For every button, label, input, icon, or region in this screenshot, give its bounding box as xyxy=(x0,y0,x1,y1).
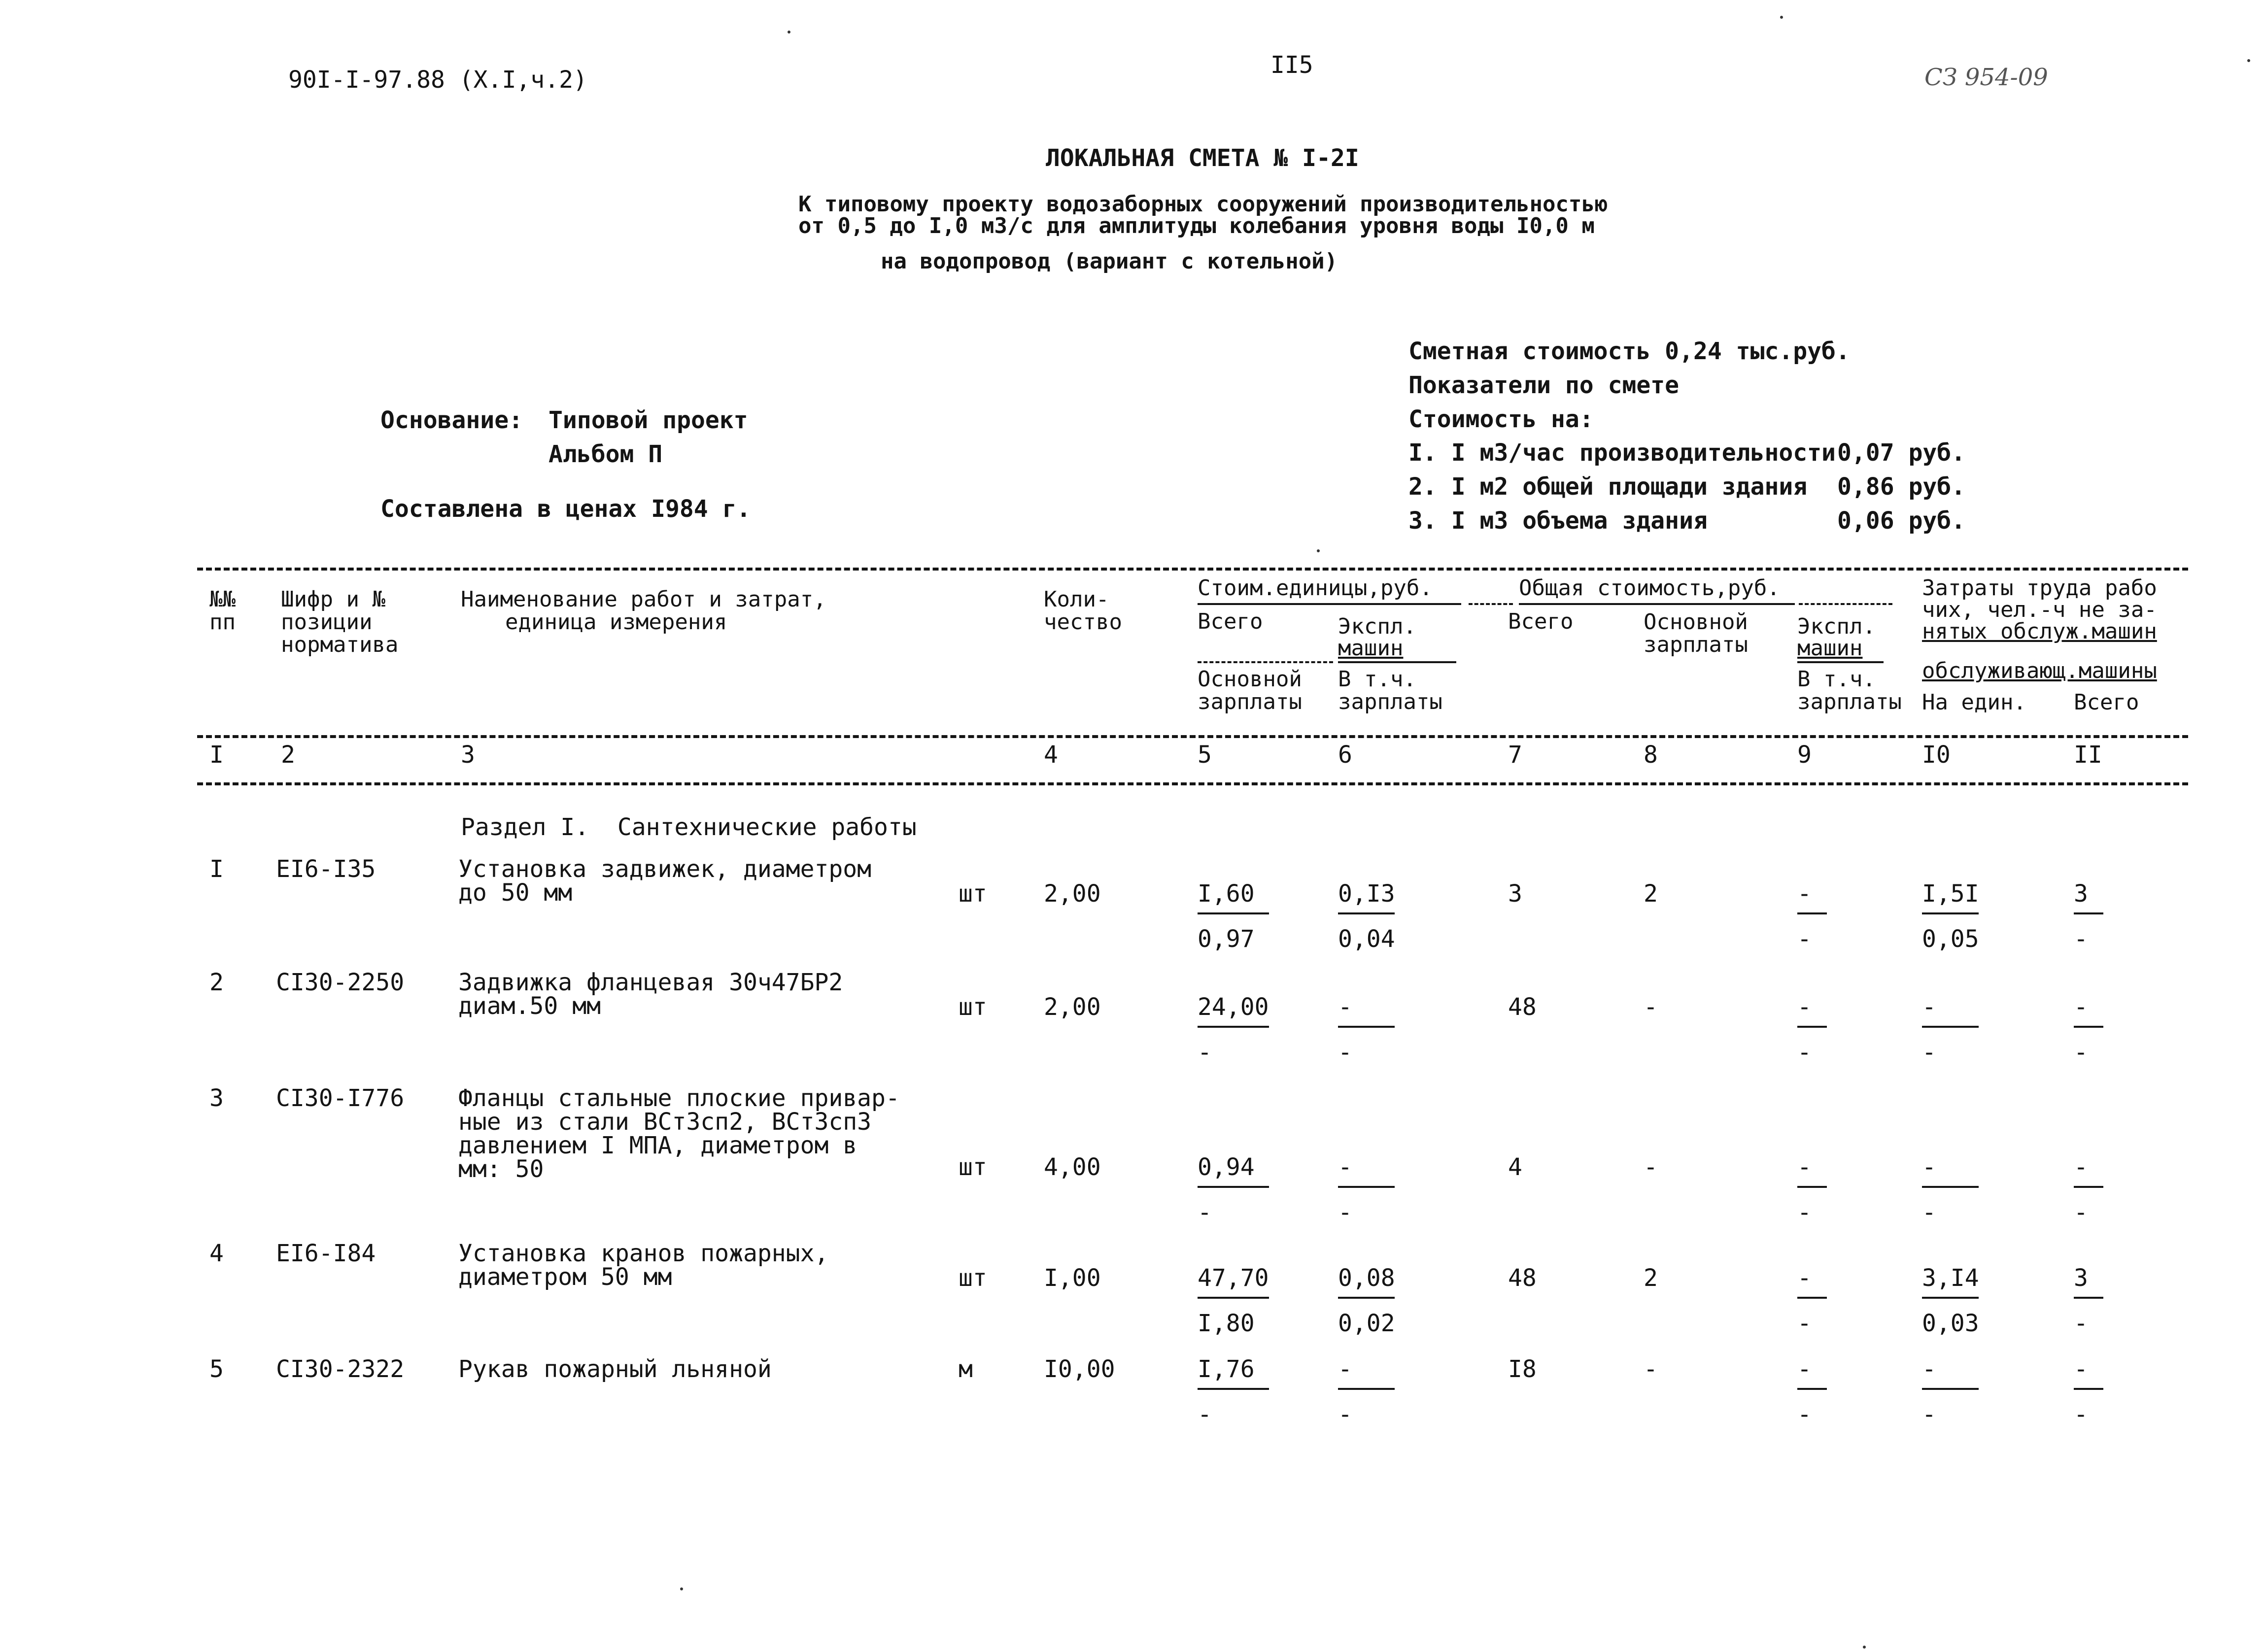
scan-speck xyxy=(2247,59,2250,62)
section-title: Раздел I. Сантехнические работы xyxy=(461,813,917,841)
labor-total-header: Всего xyxy=(2074,690,2139,715)
unit-cost-header: Стоим.единицы,руб. xyxy=(1198,575,1433,601)
row-code: CI30-I776 xyxy=(276,1084,405,1112)
labor-total-2: - xyxy=(2074,1199,2088,1226)
row-unit: шт xyxy=(959,1153,987,1181)
total-cost-expl-wage: - xyxy=(1797,925,1812,953)
labor-total-2: - xyxy=(2074,1310,2088,1337)
labor-per-unit-header: На един. xyxy=(1922,690,2026,715)
row-number: 2 xyxy=(209,969,224,996)
unit-cost-expl-divider xyxy=(1338,1388,1395,1390)
unit-cost-expl-wage: - xyxy=(1338,1039,1352,1066)
col-number-9: 9 xyxy=(1797,741,1812,769)
col-number-4: 4 xyxy=(1044,741,1058,769)
row-unit: шт xyxy=(959,1264,987,1292)
labor-per-unit-divider xyxy=(1922,1026,1979,1028)
indicators-label: Показатели по смете xyxy=(1408,371,1680,399)
col-name-header: Наименование работ и затрат, единица измерения xyxy=(461,587,826,635)
indicator-1-value: 0,07 руб. xyxy=(1837,439,1966,467)
total-cost-expl: - xyxy=(1797,1355,1812,1383)
indicator-2-value: 0,86 руб. xyxy=(1837,473,1966,501)
total-incl-wage-header: В т.ч. зарплаты xyxy=(1797,667,1902,714)
unit-cost-expl-divider xyxy=(1338,1297,1395,1299)
unit-cost-expl-wage: - xyxy=(1338,1401,1352,1428)
row-number: 5 xyxy=(209,1355,224,1383)
total-cost-header: Общая стоимость,руб. xyxy=(1519,575,1780,601)
col-number-11: II xyxy=(2074,741,2102,769)
unit-cost-total-divider xyxy=(1198,1297,1269,1299)
unit-cost-wage: - xyxy=(1198,1401,1212,1428)
row-code: CI30-2250 xyxy=(276,969,405,996)
row-quantity: 4,00 xyxy=(1044,1153,1101,1181)
cost-per-label: Стоимость на: xyxy=(1408,405,1594,433)
labor-per-unit-divider xyxy=(1922,912,1979,914)
estimate-heading: ЛОКАЛЬНАЯ СМЕТА № I-2I xyxy=(1046,144,1359,172)
indicator-3-value: 0,06 руб. xyxy=(1837,507,1966,535)
total-cost-total: I8 xyxy=(1508,1355,1537,1383)
unit-cost-total: 47,70 xyxy=(1198,1264,1269,1292)
labor-header: Затраты труда рабо чих, чел.-ч не за- нятых обслуж.машин xyxy=(1922,575,2157,644)
unit-total-header: Всего xyxy=(1198,609,1263,634)
prices-year: Составлена в ценах I984 г. xyxy=(380,495,751,523)
indicator-3-label: 3. I м3 объема здания xyxy=(1408,507,1708,535)
total-total-header: Всего xyxy=(1508,609,1574,634)
unit-cost-wage: 0,97 xyxy=(1198,925,1255,953)
labor-header-sub: обслуживающ.машины xyxy=(1922,658,2157,683)
row-quantity: 2,00 xyxy=(1044,880,1101,908)
unit-cost-wage: - xyxy=(1198,1039,1212,1066)
unit-cost-wage: I,80 xyxy=(1198,1310,1255,1337)
unit-cost-expl: - xyxy=(1338,1153,1352,1181)
unit-cost-expl: 0,I3 xyxy=(1338,880,1395,908)
labor-total-2: - xyxy=(2074,1401,2088,1428)
total-cost-expl-divider xyxy=(1797,912,1827,914)
labor-total-divider xyxy=(2074,1026,2103,1028)
total-basic-wage-header: Основной зарплаты xyxy=(1644,609,1748,657)
unit-cost-total: I,76 xyxy=(1198,1355,1255,1383)
row-code: EI6-I84 xyxy=(276,1240,376,1267)
unit-cost-total: I,60 xyxy=(1198,880,1255,908)
total-cost-expl-divider xyxy=(1797,1026,1827,1028)
total-cost-expl-wage: - xyxy=(1797,1310,1812,1337)
labor-total: - xyxy=(2074,1355,2088,1383)
total-cost-expl-divider xyxy=(1797,1297,1827,1299)
unit-cost-expl-divider xyxy=(1338,1186,1395,1188)
total-cost-expl-divider xyxy=(1797,1388,1827,1390)
col-number-7: 7 xyxy=(1508,741,1522,769)
labor-total: 3 xyxy=(2074,880,2088,908)
row-unit: шт xyxy=(959,880,987,908)
labor-total: - xyxy=(2074,993,2088,1021)
row-code: EI6-I35 xyxy=(276,855,376,883)
labor-total-divider xyxy=(2074,1297,2103,1299)
unit-expl-rule xyxy=(1338,661,1456,663)
row-name-line: Установка кранов пожарных, xyxy=(458,1240,829,1267)
estimated-cost: Сметная стоимость 0,24 тыс.руб. xyxy=(1408,337,1850,365)
labor-total-divider xyxy=(2074,1388,2103,1390)
labor-per-unit-divider xyxy=(1922,1388,1979,1390)
scan-speck xyxy=(680,1587,683,1590)
row-number: 4 xyxy=(209,1240,224,1267)
labor-total: - xyxy=(2074,1153,2088,1181)
labor-per-unit-divider xyxy=(1922,1186,1979,1188)
labor-per-unit: I,5I xyxy=(1922,880,1979,908)
labor-per-unit: - xyxy=(1922,993,1936,1021)
row-name-line: диаметром 50 мм xyxy=(458,1263,672,1291)
unit-basic-wage-header: Основной зарплаты xyxy=(1198,667,1302,714)
total-cost-total: 3 xyxy=(1508,880,1522,908)
total-cost-wage: - xyxy=(1644,993,1658,1021)
row-name-line: Установка задвижек, диаметром xyxy=(458,855,872,883)
labor-per-unit-divider xyxy=(1922,1297,1979,1299)
header-joint-dash xyxy=(1469,603,1513,605)
col-number-6: 6 xyxy=(1338,741,1352,769)
header-joint-dash-2 xyxy=(1799,603,1892,605)
archive-mark: СЗ 954-09 xyxy=(1924,64,2048,91)
labor-per-unit-2: - xyxy=(1922,1199,1936,1226)
unit-cost-total-divider xyxy=(1198,1186,1269,1188)
labor-total-divider xyxy=(2074,1186,2103,1188)
total-cost-expl: - xyxy=(1797,993,1812,1021)
col-number-8: 8 xyxy=(1644,741,1658,769)
col-number-10: I0 xyxy=(1922,741,1951,769)
unit-cost-expl-wage: 0,04 xyxy=(1338,925,1395,953)
row-name-line: давлением I МПА, диаметром в xyxy=(458,1132,858,1159)
unit-incl-wage-header: В т.ч. зарплаты xyxy=(1338,667,1442,714)
total-cost-wage: - xyxy=(1644,1355,1658,1383)
total-expl-header: Экспл. машин xyxy=(1797,614,1876,661)
total-cost-wage: - xyxy=(1644,1153,1658,1181)
header-mid-rule xyxy=(197,735,2188,738)
col-number-1: I xyxy=(209,741,224,769)
unit-cost-expl-divider xyxy=(1338,1026,1395,1028)
page-number: II5 xyxy=(1270,51,1313,79)
unit-cost-total: 0,94 xyxy=(1198,1153,1255,1181)
unit-cost-expl: - xyxy=(1338,993,1352,1021)
total-cost-total: 48 xyxy=(1508,1264,1537,1292)
scan-speck xyxy=(788,31,790,34)
total-expl-rule xyxy=(1797,661,1884,663)
unit-cost-total-divider xyxy=(1198,1026,1269,1028)
labor-total: 3 xyxy=(2074,1264,2088,1292)
row-name-line: Фланцы стальные плоские привар- xyxy=(458,1084,900,1112)
total-cost-expl: - xyxy=(1797,880,1812,908)
scan-speck xyxy=(1780,16,1783,19)
row-name-line: мм: 50 xyxy=(458,1155,544,1183)
unit-cost-total-divider xyxy=(1198,912,1269,914)
row-quantity: I0,00 xyxy=(1044,1355,1115,1383)
labor-per-unit: 3,I4 xyxy=(1922,1264,1979,1292)
labor-per-unit-2: - xyxy=(1922,1401,1936,1428)
unit-cost-total: 24,00 xyxy=(1198,993,1269,1021)
unit-cost-total-divider xyxy=(1198,1388,1269,1390)
total-cost-expl-wage: - xyxy=(1797,1401,1812,1428)
total-cost-total: 48 xyxy=(1508,993,1537,1021)
table-top-rule xyxy=(197,568,2188,571)
unit-sub-rule xyxy=(1198,661,1333,663)
labor-per-unit-2: - xyxy=(1922,1039,1936,1066)
row-number: I xyxy=(209,855,224,883)
labor-per-unit: - xyxy=(1922,1153,1936,1181)
basis-value-1: Типовой проект xyxy=(549,406,748,434)
title-line-1: К типовому проекту водозаборных сооружений производительностью xyxy=(798,192,1608,217)
total-cost-wage: 2 xyxy=(1644,1264,1658,1292)
col-qty-header: Коли- чество xyxy=(1044,587,1122,635)
scan-speck xyxy=(1863,1646,1866,1649)
row-name-line: Рукав пожарный льняной xyxy=(458,1355,772,1383)
total-cost-total: 4 xyxy=(1508,1153,1522,1181)
total-cost-expl-wage: - xyxy=(1797,1199,1812,1226)
title-line-2: от 0,5 до I,0 м3/с для амплитуды колебания уровня воды I0,0 м xyxy=(798,213,1595,238)
col-code-header: Шифр и № позиции норматива xyxy=(281,587,399,657)
total-cost-expl-wage: - xyxy=(1797,1039,1812,1066)
total-cost-wage: 2 xyxy=(1644,880,1658,908)
col-number-2: 2 xyxy=(281,741,295,769)
labor-per-unit-2: 0,03 xyxy=(1922,1310,1979,1337)
basis-value-2: Альбом П xyxy=(549,440,663,468)
row-quantity: I,00 xyxy=(1044,1264,1101,1292)
labor-per-unit-2: 0,05 xyxy=(1922,925,1979,953)
indicator-1-label: I. I м3/час производительности xyxy=(1408,439,1836,467)
document-code: 90I-I-97.88 (X.I,ч.2) xyxy=(288,66,587,94)
labor-total-2: - xyxy=(2074,925,2088,953)
total-cost-expl: - xyxy=(1797,1264,1812,1292)
total-cost-expl-divider xyxy=(1797,1186,1827,1188)
unit-cost-expl: 0,08 xyxy=(1338,1264,1395,1292)
row-unit: м xyxy=(959,1355,973,1383)
basis-label: Основание: xyxy=(380,406,523,434)
unit-cost-underline xyxy=(1198,603,1461,605)
row-name-line: диам.50 мм xyxy=(458,992,601,1020)
row-code: CI30-2322 xyxy=(276,1355,405,1383)
row-unit: шт xyxy=(959,993,987,1021)
total-cost-underline xyxy=(1519,603,1795,605)
labor-per-unit: - xyxy=(1922,1355,1936,1383)
unit-cost-expl-wage: 0,02 xyxy=(1338,1310,1395,1337)
unit-cost-expl: - xyxy=(1338,1355,1352,1383)
indicator-2-label: 2. I м2 общей площади здания xyxy=(1408,473,1808,501)
col-number-3: 3 xyxy=(461,741,475,769)
row-name-line: до 50 мм xyxy=(458,879,573,907)
header-bottom-rule xyxy=(197,782,2188,785)
unit-cost-wage: - xyxy=(1198,1199,1212,1226)
row-name-line: Задвижка фланцевая 30ч47БР2 xyxy=(458,969,843,996)
col-num-header: №№ пп xyxy=(209,587,236,635)
scan-speck xyxy=(1317,549,1320,552)
title-line-3: на водопровод (вариант с котельной) xyxy=(881,249,1338,274)
unit-cost-expl-wage: - xyxy=(1338,1199,1352,1226)
labor-total-divider xyxy=(2074,912,2103,914)
col-number-5: 5 xyxy=(1198,741,1212,769)
row-name-line: ные из стали ВСт3сп2, ВСт3сп3 xyxy=(458,1108,872,1136)
total-cost-expl: - xyxy=(1797,1153,1812,1181)
labor-total-2: - xyxy=(2074,1039,2088,1066)
unit-expl-header: Экспл. машин xyxy=(1338,614,1416,661)
row-quantity: 2,00 xyxy=(1044,993,1101,1021)
unit-cost-expl-divider xyxy=(1338,912,1395,914)
row-number: 3 xyxy=(209,1084,224,1112)
